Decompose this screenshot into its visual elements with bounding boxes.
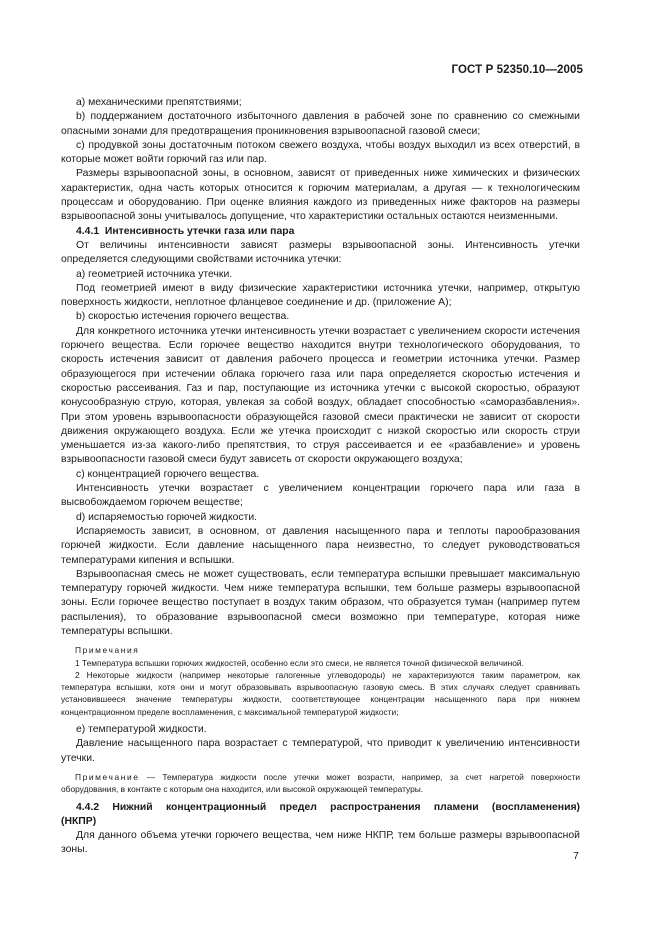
document-number: ГОСТ Р 52350.10—2005: [451, 64, 583, 76]
note-text: — Температура жидкости после утечки может возрасти, например, за счет нагретой поверхности оборудования, в контакте с которым она находится, или высокой окружающей температуры.: [61, 771, 580, 795]
notes-title: Примечания: [75, 645, 140, 656]
list-item-e: e) температурой жидкости.: [76, 724, 207, 736]
paragraph: От величины интенсивности зависят размеры взрывоопасной зоны. Интенсивность утечки определяется следующими свойствами источника утечки:: [61, 239, 580, 266]
document-body: [61, 96, 580, 858]
list-item-b: b) поддержанием достаточного избыточного давления в рабочей зоне по сравнению со смежными опасными зонами для предотвращения проникновения взрывоопасной газовой смеси;: [61, 111, 580, 137]
paragraph: Под геометрией имеют в виду физические характеристики источника утечки, например, открытую поверхность жидкости, неплотное фланцевое соединение и др. (приложение А);: [61, 282, 580, 309]
paragraph: Интенсивность утечки возрастает с увеличением концентрации горючего пара или газа в высвобождаемом горючем веществе;: [61, 483, 580, 509]
note-1: 1 Температура вспышки горючих жидкостей, особенно если это смеси, не является точной физической величиной.: [75, 657, 524, 668]
note-block: [61, 771, 580, 796]
list-item-b: b) скоростью истечения горючего вещества.: [76, 311, 290, 323]
list-item-a: a) механическими препятствиями;: [76, 97, 242, 108]
note-3: [61, 771, 580, 796]
paragraph: Для данного объема утечки горючего вещества, чем ниже НКПР, тем больше размеры взрывоопасной зоны.: [61, 830, 580, 856]
list-item-a: a) геометрией источника утечки.: [76, 268, 233, 280]
section-heading-4-4-1: [61, 225, 580, 239]
list-item-d: d) испаряемостью горючей жидкости.: [76, 511, 258, 523]
section-title: Интенсивность утечки газа или пара: [104, 225, 295, 237]
paragraph: Взрывоопасная смесь не может существовать, если температура вспышки превышает максимальную температуру горючей жидкости. Чем ниже температура вспышки, тем больше размеры взрывоопасной зоны. Если горючее вещество поступает в воздух таким образом, что образуется туман (например путем распыления), то образование взрывоопасной смеси возможно при температуре, которая ниже температуры вспышки.: [61, 568, 580, 637]
note-label: Примечание: [75, 771, 140, 782]
section-heading-4-4-2: 4.4.2 Нижний концентрационный предел распространения пламени (воспламенения): [76, 801, 580, 813]
note-2: 2 Некоторые жидкости (например некоторые галогенные углеводороды) не характеризуются таким параметром, как температура вспышки, хотя они и могут образовывать взрывоопасную газовую смесь. В этих случаях следует сравнивать установившееся значение температуры жидкости, соответствующее концентрации насыщенного пара при нижнем концентрационном пределе воспламенения, с максимальной температурой жидкости;: [61, 669, 580, 717]
paragraph: Для конкретного источника утечки интенсивность утечки возрастает с увеличением скорости истечения горючего вещества. Если горючее вещество находится внутри технологического оборудования, то скорость истечения зависит от давления рабочего процесса и геометрии источника утечки. Размер образующегося при истечении облака горючего газа или пара определяется скоростью истечения и скоростью рассеивания. Газ и пар, поступающие из источника утечки с высокой скоростью, образуют конусообразную струю, которая, увлекая за собой воздух, обладает способностью «саморазбавления». При этом уровень взрывоопасности образующейся газовой смеси практически не зависит от скорости движения окружающего воздуха. Если же утечка происходит с низкой скоростью или скорость струи уменьшается из-за какого-либо препятствия, то струя рассеивается и ее «разбавление» и уровень взрывоопасности газовой смеси будут зависеть от скорости окружающего воздуха;: [61, 325, 580, 466]
paragraph: Размеры взрывоопасной зоны, в основном, зависят от приведенных ниже химических и физических характеристик, одна часть которых относится к горючим материалам, а другая — к технологическим процессам и оборудованию. При оценке влияния каждого из приведенных ниже факторов на размеры взрывоопасной зоны учитывалось допущение, что характеристики остальных остаются неизменными.: [61, 168, 580, 223]
page-number: 7: [573, 850, 579, 862]
notes-block: [61, 644, 580, 718]
list-item-c: c) продувкой зоны достаточным потоком свежего воздуха, чтобы воздух выходил из всех отверстий, в которые может войти горючий газ или пар.: [61, 139, 580, 166]
paragraph: Испаряемость зависит, в основном, от давления насыщенного пара и теплоты парообразования горючей жидкости. Если давление насыщенного пара неизвестно, то следует руководствоваться температурами кипения и вспышки.: [61, 525, 580, 566]
section-number: 4.4.1: [76, 225, 100, 237]
section-heading-4-4-2-cont: (НКПР): [61, 815, 97, 827]
paragraph: Давление насыщенного пара возрастает с температурой, что приводит к увеличению интенсивности утечки.: [61, 738, 580, 764]
list-item-c: c) концентрацией горючего вещества.: [76, 468, 260, 480]
